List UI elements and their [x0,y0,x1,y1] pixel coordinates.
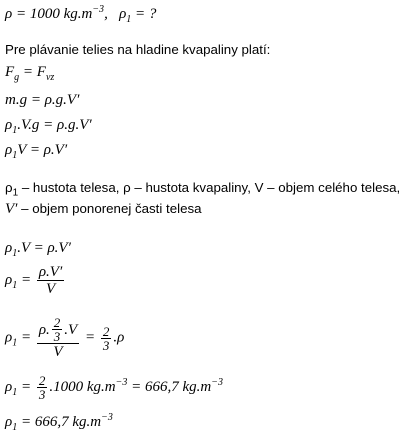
eq8-eq: = [17,378,35,395]
given-rho1-sub: 1 [126,14,132,25]
eq8-b: 1 [12,386,18,398]
fraction-two-thirds-inner [52,316,63,343]
fraction-two-thirds-calc [37,374,48,401]
eq8-mid: .1000 kg.m [49,378,116,395]
equation-rho1-computation [5,374,223,401]
legend-rho1-sub: 1 [12,187,19,199]
eq7-num-post: .V [64,321,78,338]
eq4-c: V = ρ.V′ [17,142,68,158]
eq7-f-two: 2 [102,323,110,339]
eq5-a: ρ [5,240,13,256]
given-rho1: ρ [119,6,127,22]
eq5-b: 1 [12,248,18,259]
equation-rho1-v [5,142,67,159]
legend-text-1: – hustota telesa, ρ – hustota kvapaliny, V – objem celého telesa, [18,180,401,195]
equation-result [5,414,113,431]
eq7-eq: = [17,329,35,346]
eq1-mid: = F [19,64,46,80]
equation-rho1-vg [5,117,92,134]
eq1-vz: vz [45,72,55,83]
given-rho: ρ = 1000 kg.m [5,6,93,22]
eq8-two: 2 [38,373,46,388]
equation-rho1-v-2 [5,240,71,257]
eq7-a: ρ [5,329,13,346]
eq9-res: = 666,7 kg.m [17,414,102,430]
equation-rho1-two-thirds [5,316,124,360]
eq7-num [37,316,79,344]
eq3-b: 1 [12,125,18,136]
equation-rho1-fraction [5,264,66,297]
given-sep: , [104,6,108,22]
legend-text-2: – objem ponorenej časti telesa [17,201,202,216]
eq9-b: 1 [12,422,18,433]
eq7-two: 2 [53,315,61,330]
eq7-three: 3 [53,329,61,344]
fraction-compound [37,316,79,360]
eq9-exp: −3 [101,412,113,423]
eq8-exp1: −3 [115,376,128,388]
eq5-c: .V = ρ.V′ [17,240,71,256]
fraction-two-thirds [101,325,112,352]
eq7-eq2: = [81,329,99,346]
eq8-three: 3 [38,387,46,402]
eq9-a: ρ [5,414,13,430]
eq8-a: ρ [5,378,13,395]
intro-text: Pre plávanie telies na hladine kvapaliny platí: [5,42,271,57]
legend-line-2 [5,201,202,218]
eq3-a: ρ [5,117,13,133]
eq7-num-stack [39,316,77,343]
eq1-F: F [5,64,15,80]
eq4-b: 1 [12,150,18,161]
eq6-num: ρ.V′ [38,264,63,280]
fraction-vprime-v [37,264,64,297]
legend-rho1: ρ [5,180,13,195]
eq7-f-three: 3 [102,337,110,353]
eq8-exp2: −3 [211,376,223,388]
eq8-res: = 666,7 kg.m [127,378,212,395]
legend-vprime: V′ [5,201,18,217]
eq4-a: ρ [5,142,13,158]
equation-forces [5,64,54,81]
eq7-post: .ρ [113,329,125,346]
equation-mg: m.g = ρ.g.V′ [5,92,80,108]
eq6-a: ρ [5,271,13,288]
eq7-b: 1 [12,337,18,349]
eq3-c: .V.g = ρ.g.V′ [17,117,92,133]
given-values [5,6,156,23]
eq6-den: V [45,281,56,297]
legend-line-1 [5,180,401,199]
eq6-eq: = [17,271,35,288]
eq7-den: V [53,344,63,360]
eq7-num-pre: ρ. [38,321,50,338]
given-rho-exp: −3 [92,4,105,15]
eq6-b: 1 [12,279,18,291]
given-rho1-eq: = ? [131,6,157,22]
eq1-g: g [14,72,20,83]
